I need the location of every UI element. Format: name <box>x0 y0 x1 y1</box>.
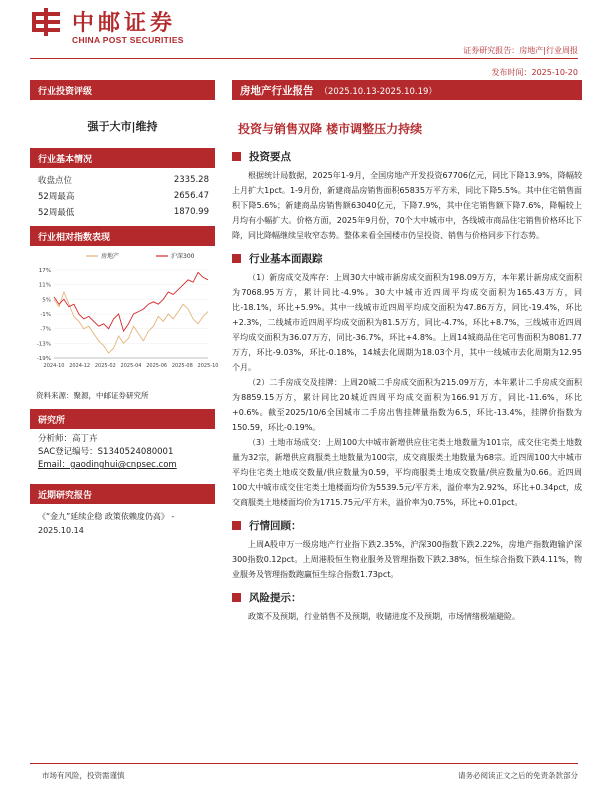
chart-x-tick-label: 2025-06 <box>146 363 168 369</box>
chart-label: 行业相对指数表现 <box>30 226 215 246</box>
report-date-range: （2025.10.13-2025.10.19） <box>319 87 437 97</box>
basics-row-label: 52周最低 <box>38 208 75 218</box>
section-market-review <box>232 518 582 582</box>
relative-index-chart-svg <box>30 246 219 386</box>
report-headline: 投资与销售双降 楼市调整压力持续 <box>238 122 423 136</box>
chart-x-tick-label: 2025-04 <box>120 363 142 369</box>
recent-report-link[interactable]: 《“金九”延续企稳 政策依赖度仍高》 - 2025.10.14 <box>38 512 175 535</box>
basics-row <box>30 188 215 204</box>
footer-disclaimer: 市场有风险，投资需谨慎 <box>42 771 125 780</box>
main-content <box>232 80 582 624</box>
analyst-sac: SAC登记编号：S1340524080001 <box>38 447 174 457</box>
relative-index-chart <box>30 246 219 386</box>
report-path: 证券研究报告：房地产|行业周报 <box>463 46 578 55</box>
chart-legend-label: 房地产 <box>101 253 120 260</box>
basics-row-value: 2335.28 <box>173 175 209 185</box>
bullet-square-icon <box>232 254 241 263</box>
chart-y-tick-label: -1% <box>40 312 51 318</box>
chart-series-line <box>54 292 208 353</box>
rating-value: 强于大市|维持 <box>87 120 158 133</box>
basics-row-value: 2656.47 <box>173 191 209 201</box>
publish-date: 发布时间：2025-10-20 <box>491 68 578 77</box>
paragraph: （1）新房成交及库存：上周30大中城市新房成交面积为198.09万方，本年累计新房成交面积为7068.95万方，累计同比-4.9%。30大中城市近四周平均成交面积为165.43万方，同比-18.1%，环比+5.9%。其中一线城市近四周平均成交面积为47.86万方，同比-19.4%，环比+2.3%，二线城市近四周平均成交面积为81.5万方，同比-4.7%，环比+8.7%，三线城市近四周平均成交面积为36.07万方，同比-36.7%，环比+4.8%。上周14城商品住宅可售面积为8081.77万方，环比-9.03%，环比-0.18%，14城去化周期为18.03个月，其中一线城市去化周期为12.95个月。 <box>232 273 582 372</box>
chart-y-tick-label: 11% <box>38 282 51 289</box>
bullet-square-icon <box>232 152 241 161</box>
brand-name-en: CHINA POST SECURITIES <box>72 35 184 45</box>
section-title: 行情回顾： <box>249 520 302 532</box>
bullet-square-icon <box>232 593 241 602</box>
section-heading <box>232 518 582 533</box>
sidebar <box>30 80 219 544</box>
section-heading <box>232 590 582 605</box>
chart-y-tick-label: 5% <box>42 297 51 304</box>
chart-y-tick-label: 17% <box>38 268 51 274</box>
paragraph: 政策不及预期，行业销售不及预期，收储进度不及预期，市场情绪极端避险。 <box>248 612 520 621</box>
section-heading <box>232 149 582 164</box>
footer-terms-note: 请务必阅读正文之后的免责条款部分 <box>458 771 578 780</box>
chart-x-tick-label: 2025-10 <box>197 363 219 369</box>
basics-row-value: 1870.99 <box>173 207 209 217</box>
section-title: 风险提示： <box>249 592 302 604</box>
chart-x-tick-label: 2024-10 <box>43 363 65 369</box>
paragraph: （2）二手房成交及挂牌：上周20城二手房成交面积为215.09万方，本年累计二手房成交面积为8859.15万方，累计同比20城近四周平均成交面积为166.91万方，同比-11.6%，环比+0.6%。截至2025/10/6全国城市二手房出售挂牌量指数为6.5，环比-13.4%，挂牌价指数为150.59，环比-0.19%。 <box>232 378 582 432</box>
section-heading <box>232 251 582 266</box>
analyst-label: 研究所 <box>30 409 215 429</box>
section-investment <box>232 149 582 243</box>
brand-name-cn: 中邮证券 <box>72 11 177 36</box>
basics-row-label: 收盘点位 <box>38 176 73 186</box>
basics-label: 行业基本情况 <box>30 148 215 168</box>
chart-y-tick-label: -19% <box>36 356 51 362</box>
paragraph: 根据统计局数据，2025年1-9月，全国房地产开发投资67706亿元，同比下降13.9%，降幅较上月扩大1pct。1-9月份，新建商品房销售面积65835万平方米，同比下降5.5%。其中住宅销售面积下降5.6%；新建商品房销售额63040亿元，下降7.9%，其中住宅销售额下降7.6%，降幅较上月均有小幅扩大。价格方面，2025年9月份，70个大中城市中，各线城市商品住宅销售价格环比下降，同比降幅继续呈收窄态势。整体来看全国楼市仍呈投资、销售与价格同步下行态势。 <box>232 171 582 240</box>
chart-source: 资料来源：聚源，中邮证券研究所 <box>36 391 149 400</box>
analyst-email-link[interactable]: Email：gaodinghui@cnpsec.com <box>38 460 177 470</box>
chart-y-tick-label: -13% <box>36 341 51 348</box>
basics-row-label: 52周最高 <box>38 192 75 202</box>
paragraph: 上周A股申万一级房地产行业指下跌2.35%，沪深300指数下跌2.22%，房地产指数跑输沪深300指数0.12pct。上周港股恒生物业服务及管理指数下跌2.38%，恒生综合指数下跌4.11%，物业服务及管理指数跑赢恒生综合指数1.73pct。 <box>232 540 582 579</box>
analyst-info <box>30 429 215 476</box>
recent-label: 近期研究报告 <box>30 484 215 504</box>
report-title-bar <box>232 80 582 100</box>
chart-legend-label: 沪深300 <box>171 253 195 260</box>
paragraph: （3）土地市场成交：上周100大中城市新增供应住宅类土地数量为101宗，成交住宅类土地数量为32宗，新增供应商服类土地数量为100宗，成交商服类土地数量为68宗。近四周100大中城市平均住宅类土地成交数量/供应数量为0.59，平均商服类土地成交数量/供应数量为0.66。近四周100大中城市成交住宅类土地楼面均价为5539.5元/平方米，溢价率为2.92%，环比+0.34pct，成交商服类土地楼面均价为1715.75元/平方米，溢价率为0.75%，环比+0.01pct。 <box>232 438 582 507</box>
section-risk <box>232 590 582 624</box>
chart-series-line <box>54 272 208 331</box>
section-title: 投资要点 <box>249 151 291 163</box>
report-title: 房地产行业报告 <box>240 85 314 97</box>
footer-divider <box>30 763 578 764</box>
header-divider <box>30 58 578 59</box>
china-post-logo-icon <box>30 6 62 38</box>
section-fundamentals <box>232 251 582 510</box>
basics-table <box>30 172 215 220</box>
bullet-square-icon <box>232 521 241 530</box>
chart-x-tick-label: 2025-08 <box>171 363 193 369</box>
rating-label: 行业投资评级 <box>30 80 215 100</box>
chart-x-tick-label: 2024-12 <box>69 363 91 369</box>
basics-row <box>30 204 215 220</box>
chart-x-tick-label: 2025-02 <box>94 363 116 369</box>
section-title: 行业基本面跟踪 <box>249 253 323 265</box>
brand-logo <box>30 6 230 50</box>
analyst-name: 分析师：高丁卉 <box>38 434 98 444</box>
chart-y-tick-label: -7% <box>40 326 51 333</box>
basics-row <box>30 172 215 188</box>
